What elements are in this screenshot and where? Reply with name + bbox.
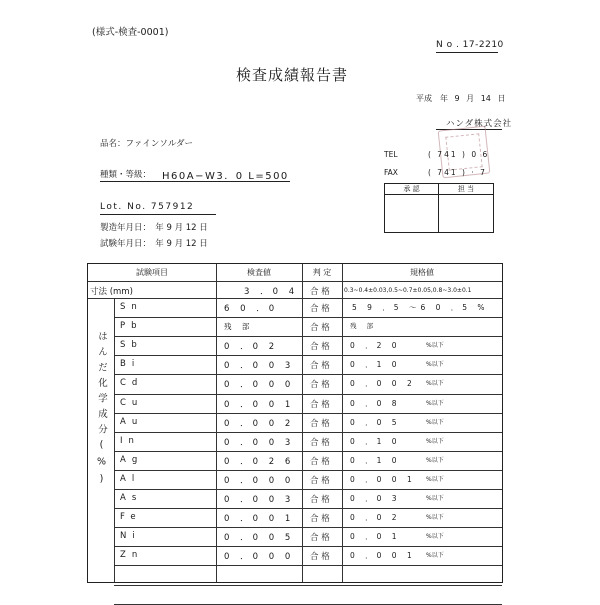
element-symbol: Ag [120,454,144,465]
grade-underline [100,181,290,182]
table-rule [114,432,502,433]
spec-value: 0 ．0 0 1 [350,474,416,484]
spec-unit: %以下 [426,342,444,350]
spec-value: 0 ．1 0 [350,360,401,370]
inspection-value: 0 ．0 0 0 [224,552,295,563]
element-symbol: Fe [120,512,142,523]
table-rule [114,489,502,490]
table-rule [114,565,502,566]
inspection-value: 0 ．0 2 [224,342,279,353]
element-symbol: Cu [120,397,144,408]
element-symbol: Au [120,416,144,427]
dimension-label: 寸法 (mm) [90,287,133,297]
grade-value: H60A−W3．0 L=500 [162,171,289,182]
spec-unit: %以下 [426,380,444,388]
spec-value: 0 ．0 1 [350,532,401,542]
inspection-value: 残 部 [224,322,254,332]
inspection-value: 0 ．0 0 5 [224,533,295,544]
inspection-value: 0 ．0 0 0 [224,380,295,391]
spec-unit: %以下 [426,399,444,407]
inspection-value: 0 ．0 0 0 [224,475,295,486]
element-symbol: Pb [120,321,143,332]
element-symbol: Sn [120,302,143,312]
judgement-result: 合 格 [310,380,330,391]
tel-label: TEL [384,150,398,159]
spec-unit: %以下 [426,495,444,502]
product-name: 品名：ファインソルダー [100,139,193,149]
judgement-result: 合 格 [310,418,330,429]
inspection-value: 0 ．0 0 2 [224,418,295,429]
inspection-value: 0 ．0 0 3 [224,437,295,448]
document-title: 検査成績報告書 [236,66,349,84]
fax-label: FAX [384,168,398,177]
document-number-underline [436,52,498,53]
table-rule [114,317,502,318]
inspection-value: 0 ．0 0 3 [224,495,295,505]
approval-header: 承 認 [385,184,439,195]
table-rule [114,298,115,582]
dimension-value: 3 ．0 4 [244,287,299,297]
person-in-charge-header: 担 当 [439,184,493,195]
inspection-value: 0 ．0 0 1 [224,399,295,410]
judgement-result: 合 格 [310,323,330,334]
spec-value: 0 ．0 0 1 [350,551,416,561]
element-symbol: In [120,435,140,446]
table-rule [114,336,502,337]
judgement-result: 合 格 [310,495,330,505]
dimension-spec: 0.3~0.4±0.03,0.5~0.7±0.05,0.8~3.0±0.1 [344,287,472,294]
inspection-value: 0 ．0 0 3 [224,361,295,372]
spec-unit: %以下 [426,552,444,560]
judgement-result: 合 格 [310,475,330,486]
company-name: ハンダ株式会社 [446,119,513,129]
element-symbol: Al [120,473,141,484]
judgement-result: 合 格 [310,437,330,448]
chemical-composition-group-label: はんだ化学成分(%) [96,331,107,491]
judgement-result: 合 格 [310,552,330,563]
table-rule [114,470,502,471]
spec-value: 0 ．0 0 2 [350,379,416,389]
approval-box [384,183,494,233]
spec-value: 残 部 [350,322,378,331]
spec-unit: %以下 [426,514,444,522]
table-rule [302,264,303,582]
judgement-result: 合 格 [310,304,330,314]
test-date: 試験年月日： 年 9 月 12 日 [100,239,208,249]
form-code: (様式-検査-0001) [92,27,169,38]
spec-unit: %以下 [426,418,444,426]
fax-value: ( 741 ) · 7 [428,168,487,177]
table-rule [216,264,217,582]
spec-value: 0 ．0 5 [350,417,401,427]
table-rule [114,585,502,586]
lot-underline [100,214,216,215]
spec-value: 0 ．0 3 [350,494,401,503]
grade-label: 種類・等級： [100,170,152,180]
inspection-value: 6 0 ．0 [224,304,279,314]
spec-value: 0 ．0 2 [350,513,401,523]
table-rule [114,394,502,395]
judgement-result: 合 格 [310,399,330,410]
judgement-result: 合 格 [310,514,330,525]
approval-signature-area [385,195,439,232]
spec-value: 5 9 ．5 ～6 0 ．5 % [352,303,489,312]
table-rule [114,374,502,375]
table-rule [114,604,502,605]
spec-value: 0 ．0 8 [350,398,401,408]
element-symbol: Ni [120,531,141,542]
table-rule [88,298,502,299]
issue-date: 平成 年 9 月 14 日 [416,94,506,103]
spec-unit: %以下 [426,361,444,369]
table-rule [88,281,502,282]
lot-number: Lot. No. 757912 [100,202,195,212]
spec-unit: %以下 [426,533,444,541]
table-rule [114,546,502,547]
dimension-result: 合 格 [310,287,330,297]
spec-value: 0 ．1 0 [350,455,401,465]
element-symbol: Bi [120,359,141,370]
judgement-result: 合 格 [310,533,330,544]
element-symbol: Sb [120,340,143,351]
table-rule [114,508,502,509]
header-test-item: 試験項目 [136,268,168,277]
spec-unit: %以下 [426,437,444,445]
spec-unit: %以下 [426,456,444,464]
table-rule [114,527,502,528]
table-rule [114,413,502,414]
inspection-value: 0 ．0 0 1 [224,514,295,525]
element-symbol: Cd [120,378,144,389]
judgement-result: 合 格 [310,361,330,372]
judgement-result: 合 格 [310,456,330,467]
element-symbol: As [120,493,143,503]
spec-value: 0 ．1 0 [350,436,401,446]
judgement-result: 合 格 [310,342,330,353]
element-symbol: Zn [120,550,144,561]
header-judgement: 判 定 [312,268,332,277]
spec-value: 0 ．2 0 [350,341,401,351]
person-in-charge-signature-area [439,195,493,232]
document-number: N o . 17-2210 [436,40,504,50]
table-rule [114,355,502,356]
table-rule [342,264,343,582]
manufacture-date: 製造年月日： 年 9 月 12 日 [100,223,208,233]
spec-unit: %以下 [426,475,444,483]
tel-value: ( 741 ) 0 6 [428,150,490,159]
header-spec: 規格値 [410,268,434,277]
header-inspection-value: 検査値 [247,268,271,277]
inspection-value: 0 ．0 2 6 [224,456,295,467]
table-rule [114,451,502,452]
inspection-table [87,263,503,583]
